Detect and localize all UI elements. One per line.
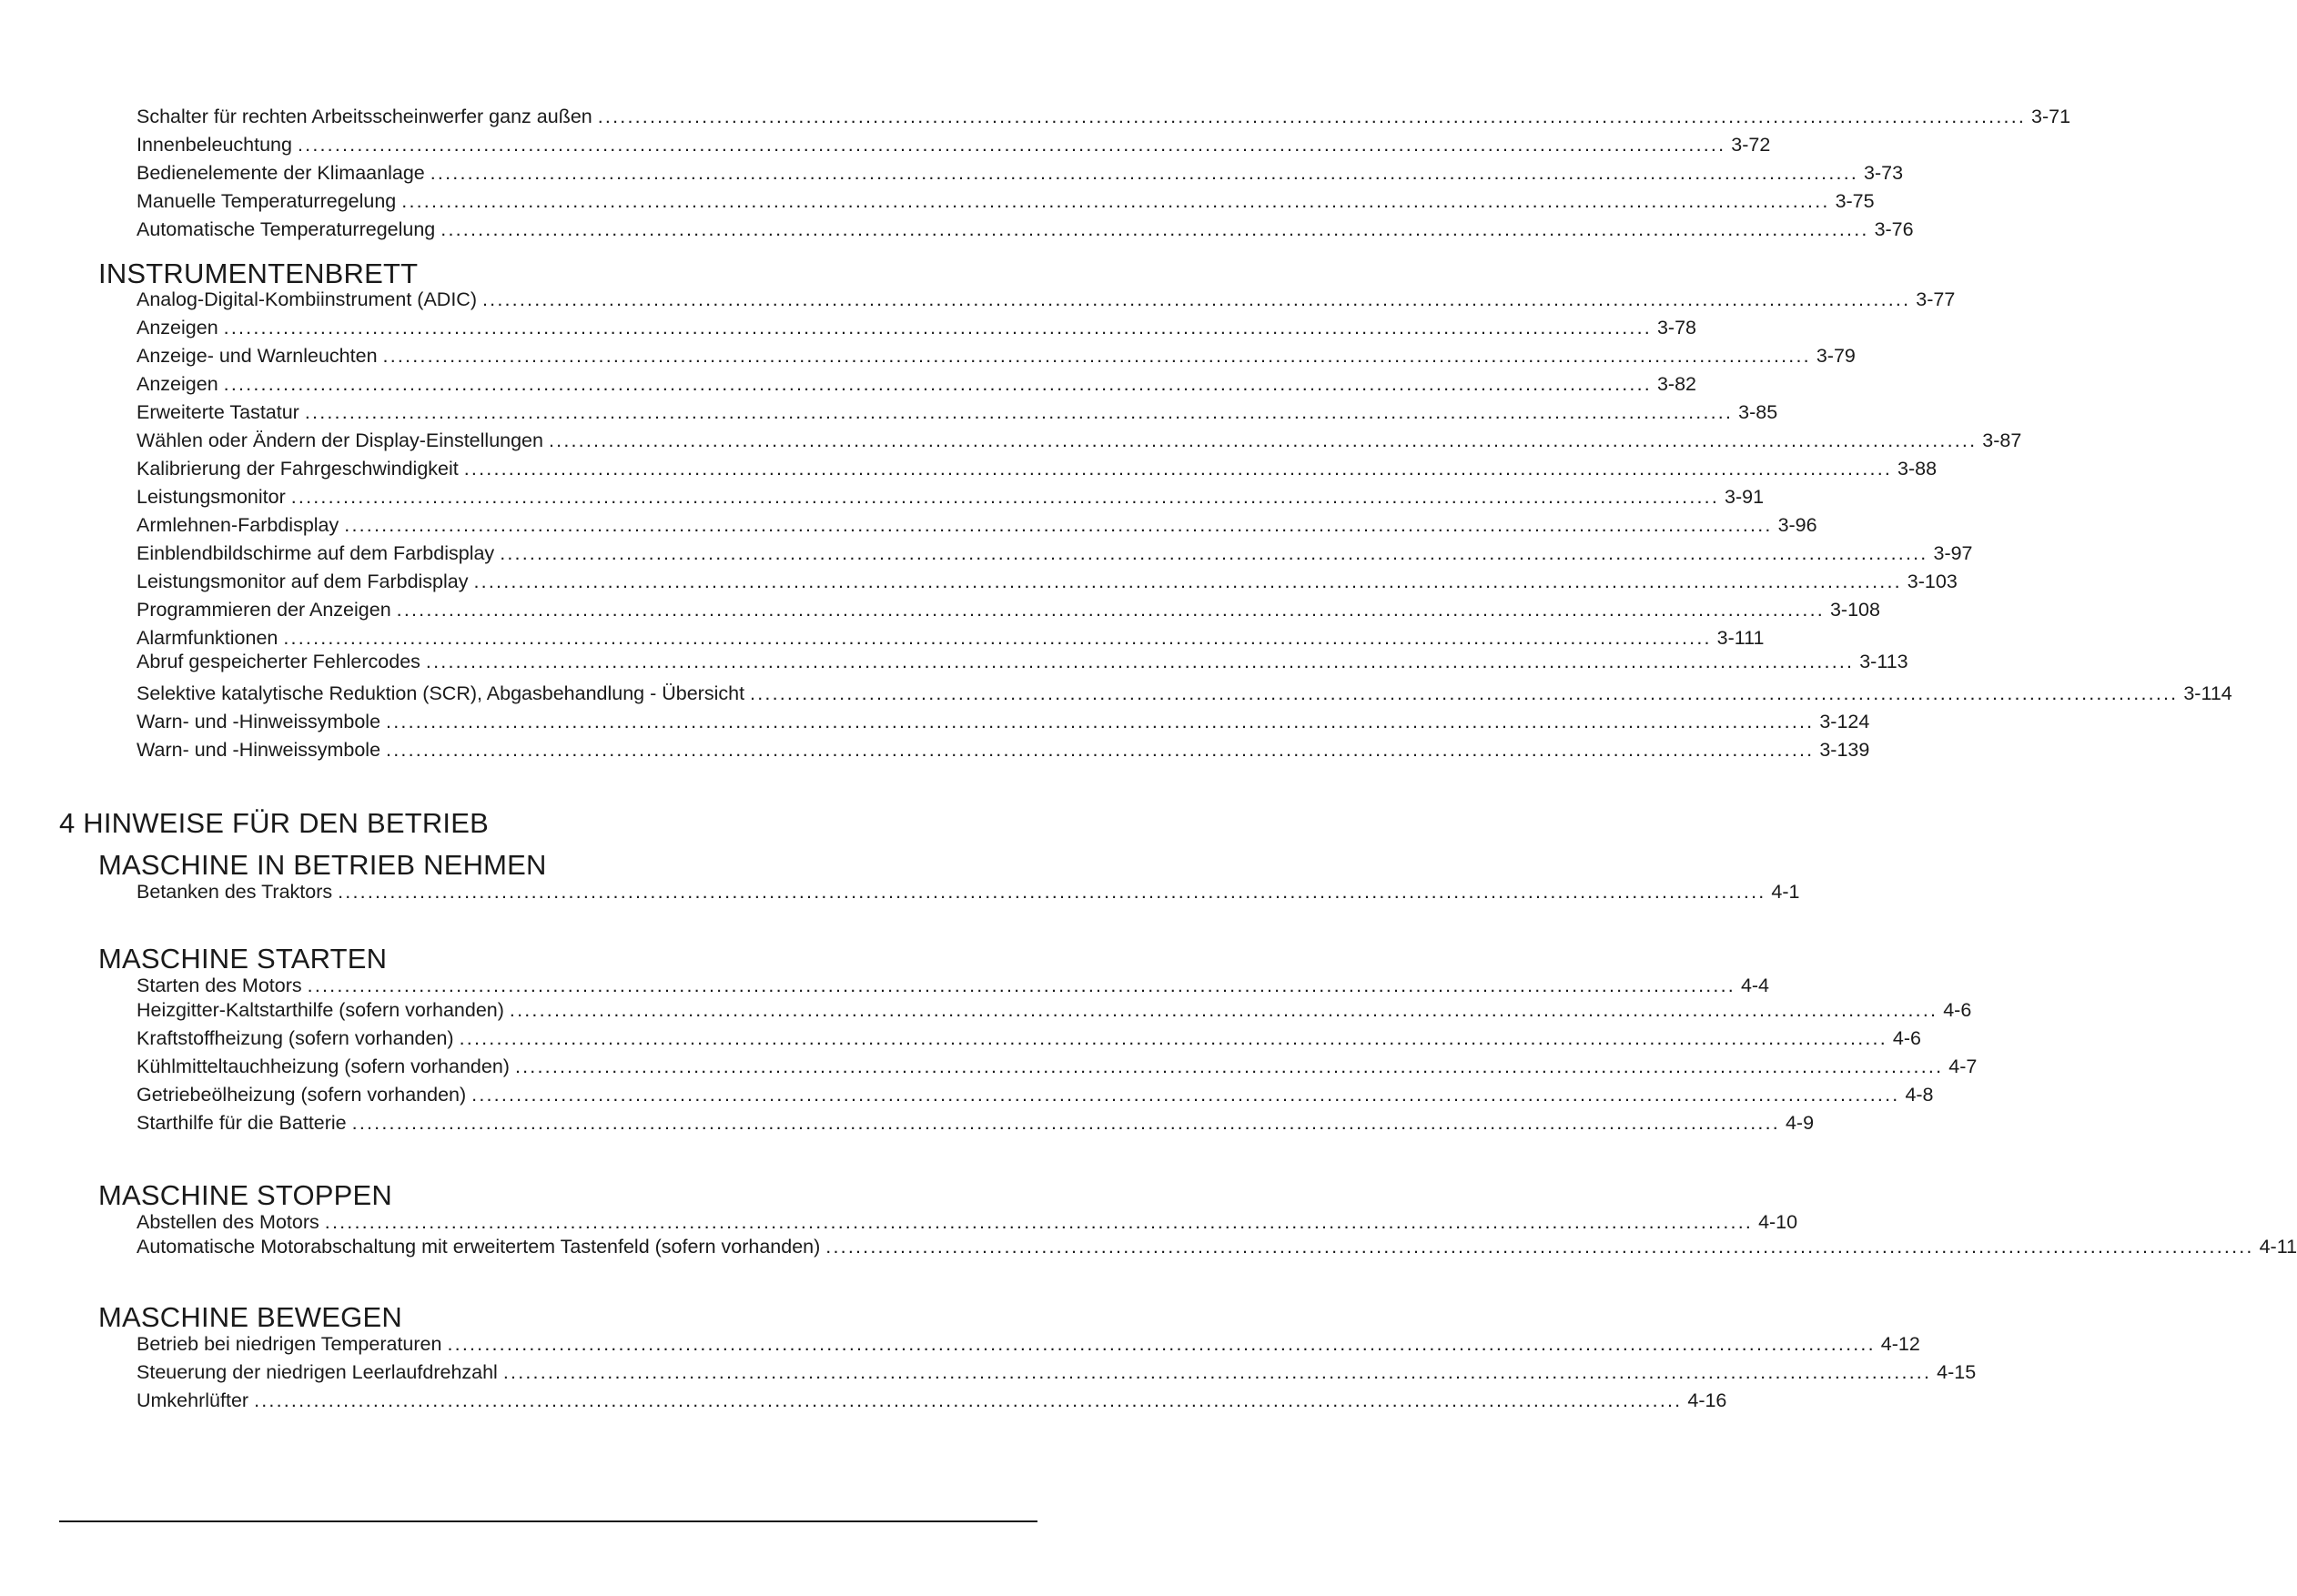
- toc-dot-leader: ................................................................................................................................................................................................: [825, 1236, 2254, 1258]
- toc-dot-leader: ................................................................................................................................................................................................: [386, 739, 1815, 761]
- toc-entry: [137, 316, 1696, 339]
- toc-page-number: 3-87: [1982, 429, 2022, 451]
- toc-entry-label: Kalibrierung der Fahrgeschwindigkeit: [137, 458, 459, 480]
- section-heading: MASCHINE IN BETRIEB NEHMEN: [98, 849, 547, 881]
- toc-page-number: 3-82: [1656, 373, 1696, 395]
- section-heading: MASCHINE STOPPEN: [98, 1179, 393, 1211]
- toc-dot-leader: ................................................................................................................................................................................................: [548, 429, 1978, 451]
- toc-entry: [137, 974, 1770, 997]
- toc-page-number: 3-73: [1864, 162, 1904, 184]
- toc-entry: [137, 372, 1696, 396]
- toc-page-number: 4-11: [2259, 1236, 2297, 1258]
- section-heading: MASCHINE STARTEN: [98, 943, 388, 975]
- toc-dot-leader: ................................................................................................................................................................................................: [500, 542, 1928, 564]
- toc-page-number: 4-1: [1771, 881, 1800, 903]
- toc-page-number: 3-72: [1731, 134, 1771, 156]
- toc-dot-leader: ................................................................................................................................................................................................: [324, 1211, 1754, 1233]
- toc-page-number: 3-91: [1725, 486, 1765, 508]
- toc-entry: [137, 133, 1771, 157]
- toc-page-number: 3-111: [1716, 627, 1765, 649]
- toc-entry-label: Manuelle Temperaturregelung: [137, 190, 397, 212]
- toc-entry-label: Kraftstoffheizung (sofern vorhanden): [137, 1027, 454, 1049]
- toc-dot-leader: ................................................................................................................................................................................................: [351, 1112, 1780, 1134]
- toc-page-number: 3-88: [1897, 458, 1938, 480]
- toc-entry-label: Leistungsmonitor auf dem Farbdisplay: [137, 571, 469, 592]
- toc-entry-label: Programmieren der Anzeigen: [137, 599, 391, 621]
- toc-entry: [137, 682, 2232, 705]
- toc-dot-leader: ................................................................................................................................................................................................: [473, 571, 1902, 592]
- toc-page-number: 4-16: [1687, 1389, 1727, 1411]
- toc-entry-label: Warn- und -Hinweissymbole: [137, 739, 381, 761]
- toc-entry-label: Kühlmitteltauchheizung (sofern vorhanden): [137, 1056, 510, 1077]
- toc-entry-label: Alarmfunktionen: [137, 627, 278, 649]
- toc-entry: [137, 1360, 1977, 1384]
- chapter-heading: 4 HINWEISE FÜR DEN BETRIEB: [59, 807, 489, 839]
- toc-page-number: 3-71: [2031, 106, 2071, 127]
- toc-entry: [137, 429, 2022, 452]
- toc-page-number: 4-4: [1740, 975, 1770, 996]
- toc-page-number: 4-6: [1943, 999, 1972, 1021]
- toc-page-number: 3-108: [1829, 599, 1880, 621]
- toc-entry-label: Abruf gespeicherter Fehlercodes: [137, 651, 420, 672]
- toc-entry: [137, 626, 1765, 650]
- toc-entry: [137, 513, 1817, 537]
- toc-page-number: 3-85: [1738, 401, 1778, 423]
- footer-rule: [59, 1520, 1037, 1522]
- toc-dot-leader: ................................................................................................................................................................................................: [290, 486, 1720, 508]
- toc-page-number: 3-97: [1933, 542, 1973, 564]
- toc-entry-label: Anzeige- und Warnleuchten: [137, 345, 378, 367]
- toc-entry-label: Abstellen des Motors: [137, 1211, 319, 1233]
- toc-dot-leader: ................................................................................................................................................................................................: [254, 1389, 1683, 1411]
- toc-dot-leader: ................................................................................................................................................................................................: [463, 458, 1893, 480]
- toc-entry: [137, 288, 1956, 311]
- toc-dot-leader: ................................................................................................................................................................................................: [386, 711, 1815, 732]
- toc-dot-leader: ................................................................................................................................................................................................: [297, 134, 1726, 156]
- toc-page-number: 3-76: [1874, 218, 1914, 240]
- toc-entry-label: Betanken des Traktors: [137, 881, 333, 903]
- toc-dot-leader: ................................................................................................................................................................................................: [750, 682, 2179, 704]
- toc-dot-leader: ................................................................................................................................................................................................: [223, 373, 1652, 395]
- toc-entry-label: Starten des Motors: [137, 975, 302, 996]
- toc-dot-leader: ................................................................................................................................................................................................: [514, 1056, 1944, 1077]
- toc-entry: [137, 400, 1778, 424]
- toc-dot-leader: ................................................................................................................................................................................................: [382, 345, 1811, 367]
- toc-entry-label: Wählen oder Ändern der Display-Einstellungen: [137, 429, 543, 451]
- toc-dot-leader: ................................................................................................................................................................................................: [440, 218, 1869, 240]
- toc-entry: [137, 217, 1914, 241]
- toc-entry: [137, 189, 1875, 213]
- toc-entry: [137, 161, 1904, 185]
- toc-entry: [137, 1111, 1815, 1135]
- toc-dot-leader: ................................................................................................................................................................................................: [338, 881, 1766, 903]
- toc-dot-leader: ................................................................................................................................................................................................: [459, 1027, 1887, 1049]
- toc-entry: [137, 1235, 2297, 1258]
- toc-entry-label: Schalter für rechten Arbeitsscheinwerfer ganz außen: [137, 106, 592, 127]
- toc-entry: [137, 485, 1765, 509]
- toc-entry-label: Betrieb bei niedrigen Temperaturen: [137, 1333, 442, 1355]
- toc-entry: [137, 710, 1870, 733]
- toc-dot-leader: ................................................................................................................................................................................................: [307, 975, 1735, 996]
- toc-entry-label: Umkehrlüfter: [137, 1389, 249, 1411]
- section-heading: MASCHINE BEWEGEN: [98, 1301, 402, 1333]
- toc-entry: [137, 1055, 1978, 1078]
- toc-page-number: 3-139: [1819, 739, 1870, 761]
- toc-dot-leader: ................................................................................................................................................................................................: [425, 651, 1855, 672]
- toc-dot-leader: ................................................................................................................................................................................................: [304, 401, 1734, 423]
- toc-dot-leader: ................................................................................................................................................................................................: [447, 1333, 1876, 1355]
- toc-entry: [137, 1389, 1727, 1412]
- toc-page-number: 4-10: [1758, 1211, 1798, 1233]
- toc-entry-label: Starthilfe für die Batterie: [137, 1112, 347, 1134]
- toc-entry-label: Warn- und -Hinweissymbole: [137, 711, 381, 732]
- toc-dot-leader: ................................................................................................................................................................................................: [223, 317, 1652, 338]
- toc-page-number: 3-78: [1656, 317, 1696, 338]
- toc-entry: [137, 650, 1908, 673]
- toc-entry: [137, 541, 1973, 565]
- toc-entry: [137, 880, 1800, 904]
- toc-entry: [137, 1026, 1921, 1050]
- toc-entry: [137, 598, 1880, 621]
- toc-page-number: 4-9: [1785, 1112, 1815, 1134]
- toc-entry-label: Anzeigen: [137, 317, 218, 338]
- toc-entry-label: Steuerung der niedrigen Leerlaufdrehzahl: [137, 1361, 498, 1383]
- toc-dot-leader: ................................................................................................................................................................................................: [344, 514, 1773, 536]
- toc-page-number: 3-96: [1777, 514, 1817, 536]
- toc-entry: [137, 570, 1958, 593]
- toc-entry: [137, 998, 1972, 1022]
- toc-dot-leader: ................................................................................................................................................................................................: [481, 288, 1911, 310]
- toc-entry-label: Selektive katalytische Reduktion (SCR), Abgasbehandlung - Übersicht: [137, 682, 745, 704]
- toc-page-number: 3-113: [1859, 651, 1908, 672]
- toc-page-number: 3-114: [2183, 682, 2232, 704]
- toc-entry: [137, 105, 2071, 128]
- toc-dot-leader: ................................................................................................................................................................................................: [471, 1084, 1900, 1106]
- toc-entry-label: Analog-Digital-Kombiinstrument (ADIC): [137, 288, 477, 310]
- toc-entry-label: Innenbeleuchtung: [137, 134, 292, 156]
- toc-page-number: 4-15: [1937, 1361, 1977, 1383]
- toc-dot-leader: ................................................................................................................................................................................................: [502, 1361, 1932, 1383]
- section-heading: INSTRUMENTENBRETT: [98, 258, 419, 289]
- toc-dot-leader: ................................................................................................................................................................................................: [401, 190, 1830, 212]
- toc-entry-label: Bedienelemente der Klimaanlage: [137, 162, 425, 184]
- toc-entry: [137, 738, 1870, 762]
- toc-page-number: 3-103: [1907, 571, 1958, 592]
- toc-dot-leader: ................................................................................................................................................................................................: [597, 106, 2027, 127]
- toc-dot-leader: ................................................................................................................................................................................................: [509, 999, 1938, 1021]
- toc-dot-leader: ................................................................................................................................................................................................: [283, 627, 1712, 649]
- toc-entry-label: Anzeigen: [137, 373, 218, 395]
- toc-page-number: 3-75: [1835, 190, 1875, 212]
- toc-page-number: 3-124: [1819, 711, 1870, 732]
- toc-page-number: 3-79: [1816, 345, 1856, 367]
- toc-entry-label: Heizgitter-Kaltstarthilfe (sofern vorhanden): [137, 999, 504, 1021]
- toc-entry-label: Getriebeölheizung (sofern vorhanden): [137, 1084, 467, 1106]
- toc-entry: [137, 344, 1856, 368]
- toc-entry-label: Armlehnen-Farbdisplay: [137, 514, 339, 536]
- toc-entry-label: Einblendbildschirme auf dem Farbdisplay: [137, 542, 495, 564]
- toc-page-number: 4-8: [1905, 1084, 1934, 1106]
- toc-page-number: 4-6: [1892, 1027, 1921, 1049]
- toc-entry-label: Automatische Motorabschaltung mit erweitertem Tastenfeld (sofern vorhanden): [137, 1236, 821, 1258]
- toc-entry: [137, 1083, 1934, 1106]
- toc-entry-label: Erweiterte Tastatur: [137, 401, 299, 423]
- toc-entry: [137, 1210, 1798, 1234]
- toc-page-number: 4-12: [1880, 1333, 1920, 1355]
- toc-page-number: 3-77: [1916, 288, 1956, 310]
- toc-page-number: 4-7: [1948, 1056, 1978, 1077]
- toc-entry-label: Leistungsmonitor: [137, 486, 286, 508]
- toc-dot-leader: ................................................................................................................................................................................................: [396, 599, 1825, 621]
- toc-entry: [137, 1332, 1920, 1356]
- toc-entry: [137, 457, 1938, 480]
- toc-entry-label: Automatische Temperaturregelung: [137, 218, 436, 240]
- toc-dot-leader: ................................................................................................................................................................................................: [430, 162, 1859, 184]
